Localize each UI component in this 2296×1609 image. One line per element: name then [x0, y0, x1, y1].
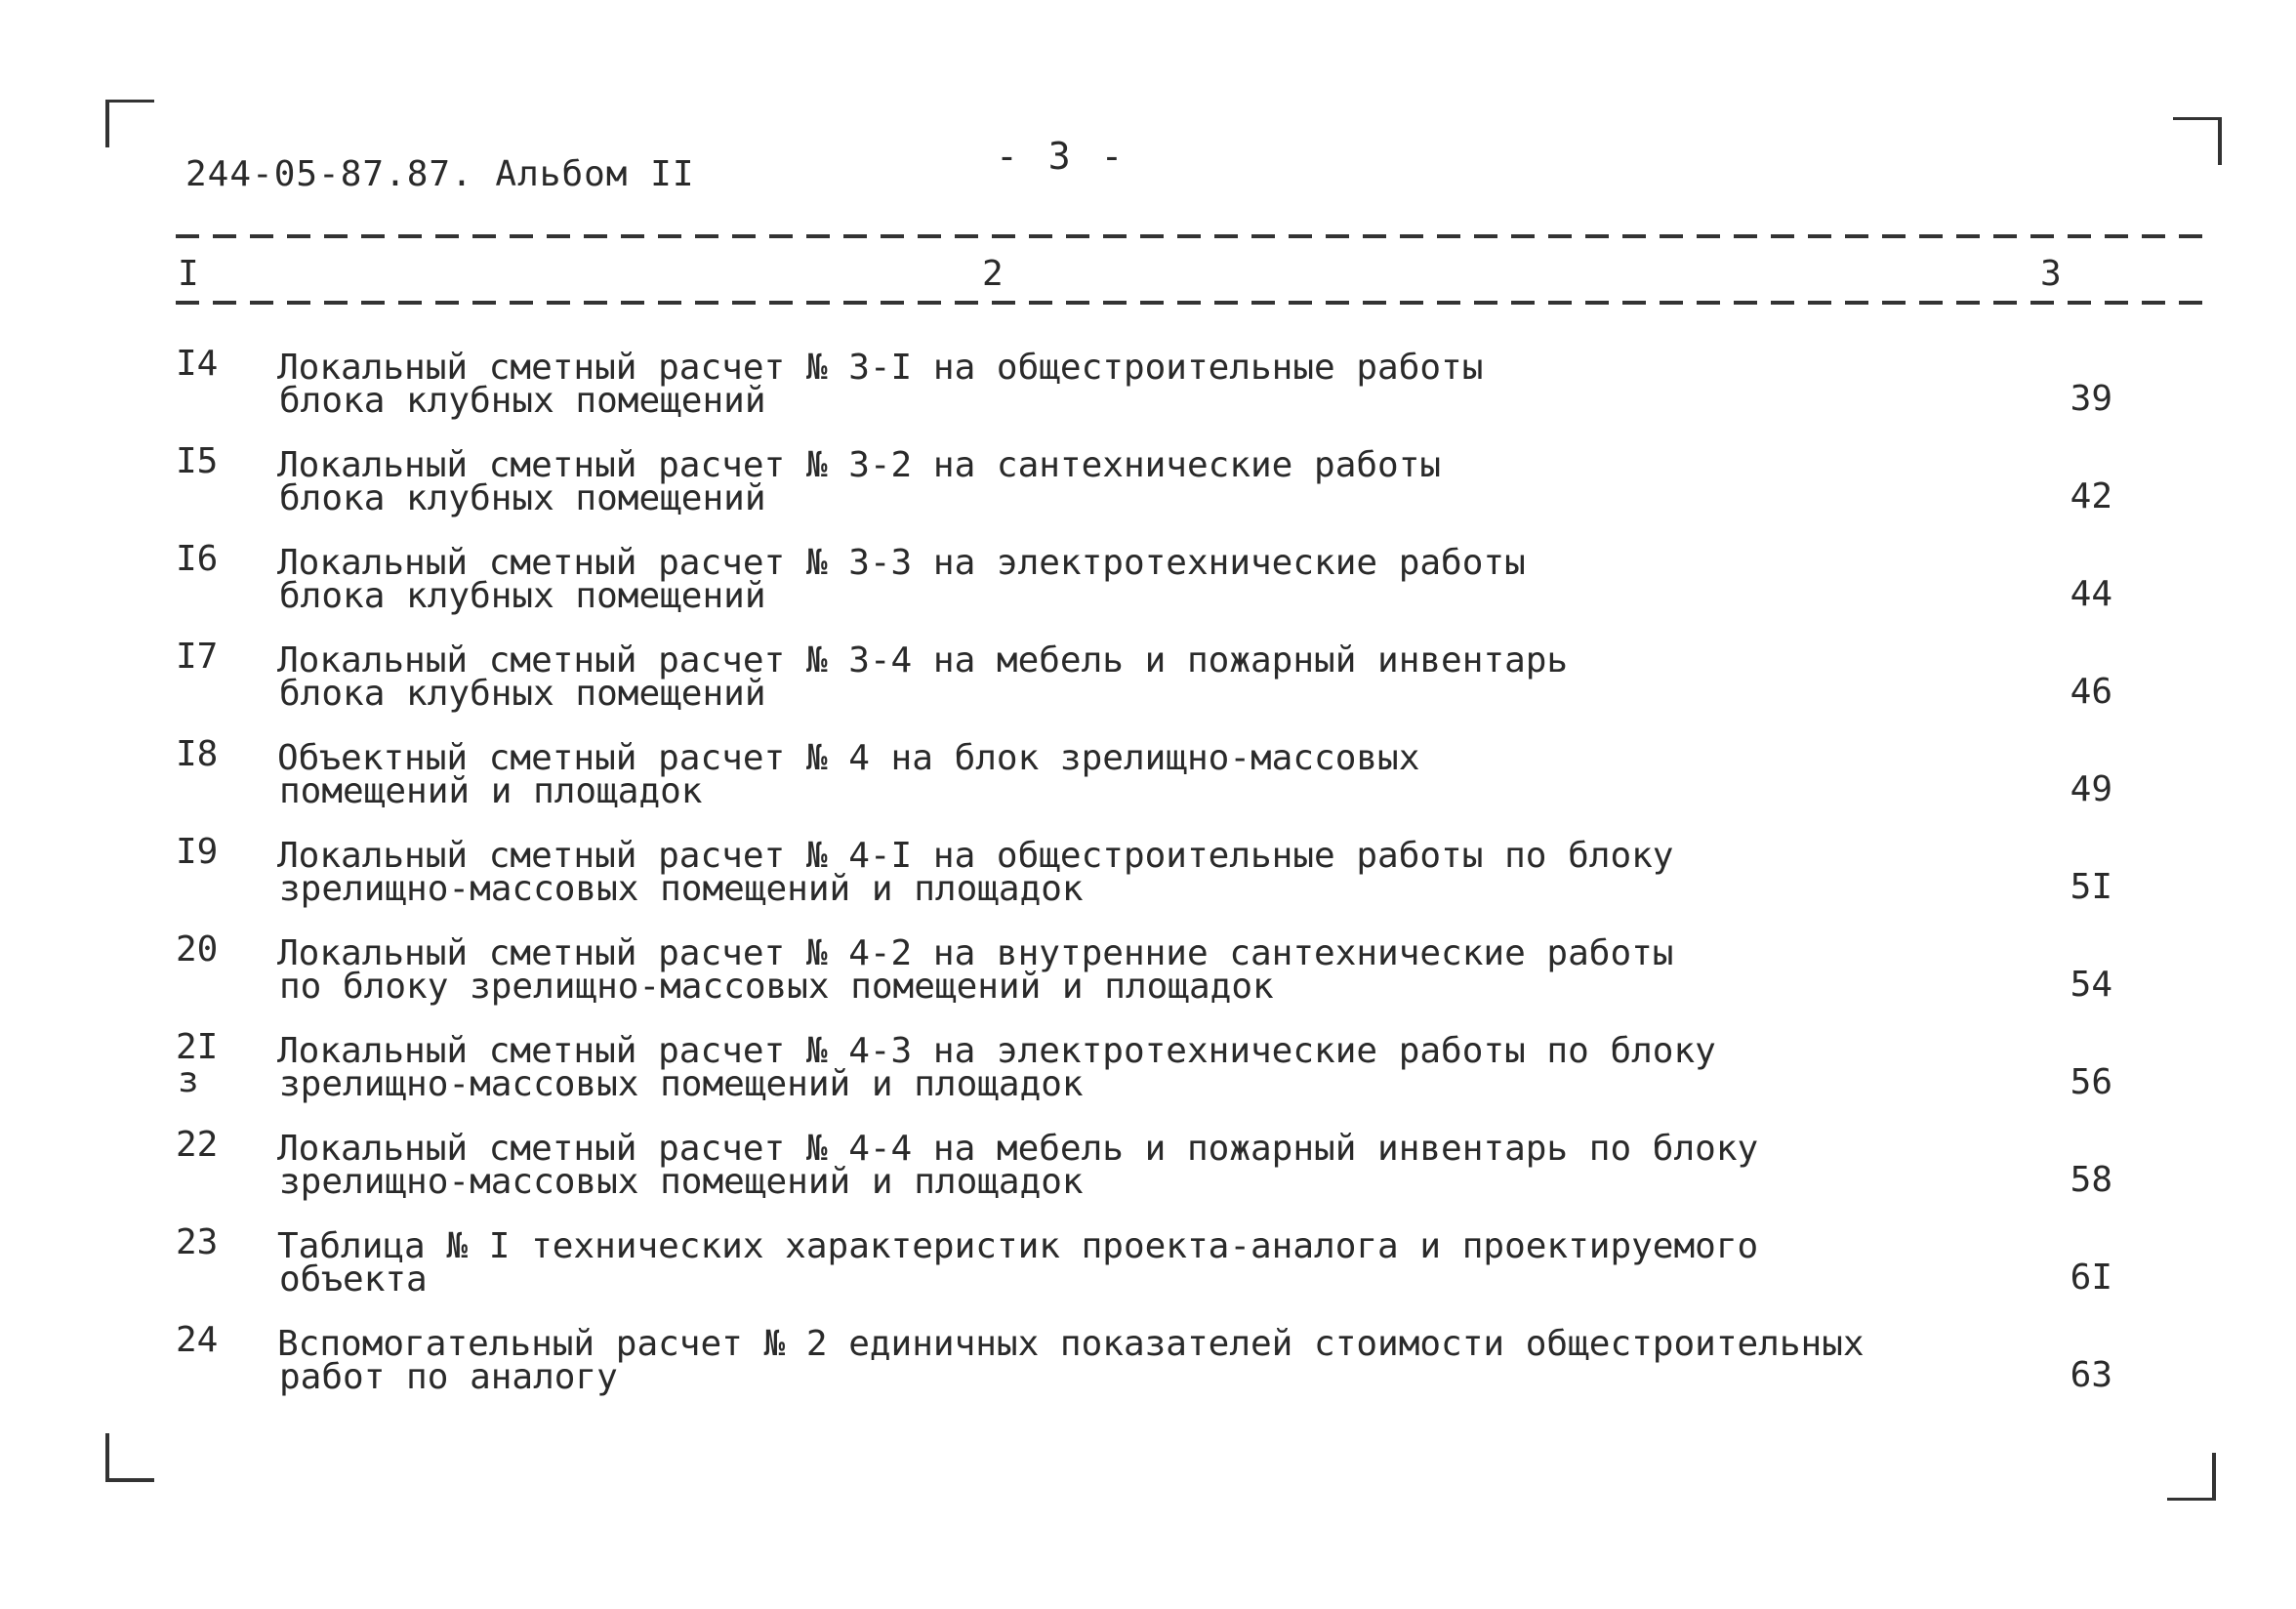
entry-title — [277, 738, 1839, 811]
header-divider-bottom — [176, 301, 2202, 305]
entry-number: 2I — [176, 1027, 219, 1067]
entry-title-line1: Локальный сметный расчет № 3-4 на мебель и пожарный инвентарь — [277, 640, 1569, 681]
entry-page: 5I — [2070, 867, 2112, 907]
entry-page: 54 — [2070, 965, 2112, 1005]
entry-title-line2: объекта — [279, 1259, 428, 1300]
page-number: - 3 - — [996, 135, 1128, 178]
entry-page: 63 — [2070, 1355, 2112, 1395]
contents-entry — [0, 832, 2296, 933]
entry-title-line2: зрелищно-массовых помещений и площадок — [279, 1162, 1084, 1202]
entry-title-line1: Вспомогательный расчет № 2 единичных показателей стоимости общестроительных — [277, 1324, 1865, 1364]
entry-title — [277, 1226, 1839, 1300]
entry-title-line1: Локальный сметный расчет № 4-2 на внутренние сантехнические работы — [277, 933, 1674, 973]
entry-page: 46 — [2070, 672, 2112, 712]
contents-entry — [0, 1222, 2296, 1324]
column-header-page: 3 — [2040, 254, 2062, 294]
contents-entry — [0, 929, 2296, 1031]
entry-title — [277, 1129, 1839, 1202]
entry-title-line1: Локальный сметный расчет № 3-I на общестроительные работы — [277, 348, 1484, 388]
entry-number: I7 — [176, 637, 219, 677]
entry-title — [277, 1324, 1865, 1397]
contents-entry — [0, 344, 2296, 445]
contents-list — [0, 344, 2296, 1422]
contents-entry — [0, 1320, 2296, 1422]
contents-entry — [0, 1027, 2296, 1129]
entry-title-line2: зрелищно-массовых помещений и площадок — [279, 1064, 1084, 1104]
entry-page: 6I — [2070, 1258, 2112, 1298]
entry-title-line2: по блоку зрелищно-массовых помещений и площадок — [279, 967, 1274, 1007]
contents-entry — [0, 441, 2296, 543]
crop-mark-top-left — [105, 100, 154, 147]
entry-number: 20 — [176, 929, 219, 970]
entry-title-line2: работ по аналогу — [279, 1357, 618, 1397]
header-divider-top — [176, 234, 2202, 238]
entry-number: 24 — [176, 1320, 219, 1360]
contents-entry — [0, 734, 2296, 836]
entry-title — [277, 1031, 1839, 1104]
entry-title-line1: Локальный сметный расчет № 4-3 на электротехнические работы по блоку — [277, 1031, 1716, 1071]
entry-number: I4 — [176, 344, 219, 384]
column-header-number: I — [178, 254, 199, 294]
entry-page: 44 — [2070, 574, 2112, 614]
entry-title — [277, 640, 1839, 714]
entry-title-line1: Локальный сметный расчет № 4-I на общестроительные работы по блоку — [277, 836, 1674, 876]
entry-title — [277, 933, 1839, 1007]
entry-number: I9 — [176, 832, 219, 872]
document-code: 244-05-87.87. Альбом II — [185, 154, 695, 194]
entry-page: 42 — [2070, 476, 2112, 516]
entry-title-line1: Локальный сметный расчет № 3-2 на сантехнические работы — [277, 445, 1442, 485]
entry-number: 22 — [176, 1125, 219, 1165]
entry-number: I8 — [176, 734, 219, 774]
contents-entry — [0, 1125, 2296, 1226]
entry-number: 23 — [176, 1222, 219, 1262]
column-header-title: 2 — [982, 254, 1004, 294]
entry-title-line1: Таблица № I технических характеристик проекта-аналога и проектируемого — [277, 1226, 1759, 1266]
entry-title-line1: Локальный сметный расчет № 3-3 на электротехнические работы — [277, 543, 1526, 583]
entry-title-line2: блока клубных помещений — [279, 576, 766, 616]
entry-page: 39 — [2070, 379, 2112, 419]
entry-title-line2: зрелищно-массовых помещений и площадок — [279, 869, 1084, 909]
entry-title — [277, 348, 1839, 421]
entry-page: 58 — [2070, 1160, 2112, 1200]
crop-mark-top-right — [2173, 117, 2222, 165]
entry-number-annotation: з — [178, 1060, 199, 1100]
entry-title-line2: блока клубных помещений — [279, 674, 766, 714]
entry-title-line2: помещений и площадок — [279, 771, 703, 811]
crop-mark-bottom-right — [2167, 1453, 2216, 1501]
entry-title-line2: блока клубных помещений — [279, 478, 766, 518]
entry-title-line1: Локальный сметный расчет № 4-4 на мебель и пожарный инвентарь по блоку — [277, 1129, 1759, 1169]
entry-title-line2: блока клубных помещений — [279, 381, 766, 421]
entry-title — [277, 543, 1839, 616]
entry-title — [277, 445, 1839, 518]
contents-entry — [0, 539, 2296, 640]
entry-title — [277, 836, 1839, 909]
entry-title-line1: Объектный сметный расчет № 4 на блок зрелищно-массовых — [277, 738, 1420, 778]
entry-number: I5 — [176, 441, 219, 481]
entry-number: I6 — [176, 539, 219, 579]
crop-mark-bottom-left — [105, 1433, 154, 1482]
entry-page: 49 — [2070, 769, 2112, 809]
entry-page: 56 — [2070, 1062, 2112, 1102]
contents-entry — [0, 637, 2296, 738]
